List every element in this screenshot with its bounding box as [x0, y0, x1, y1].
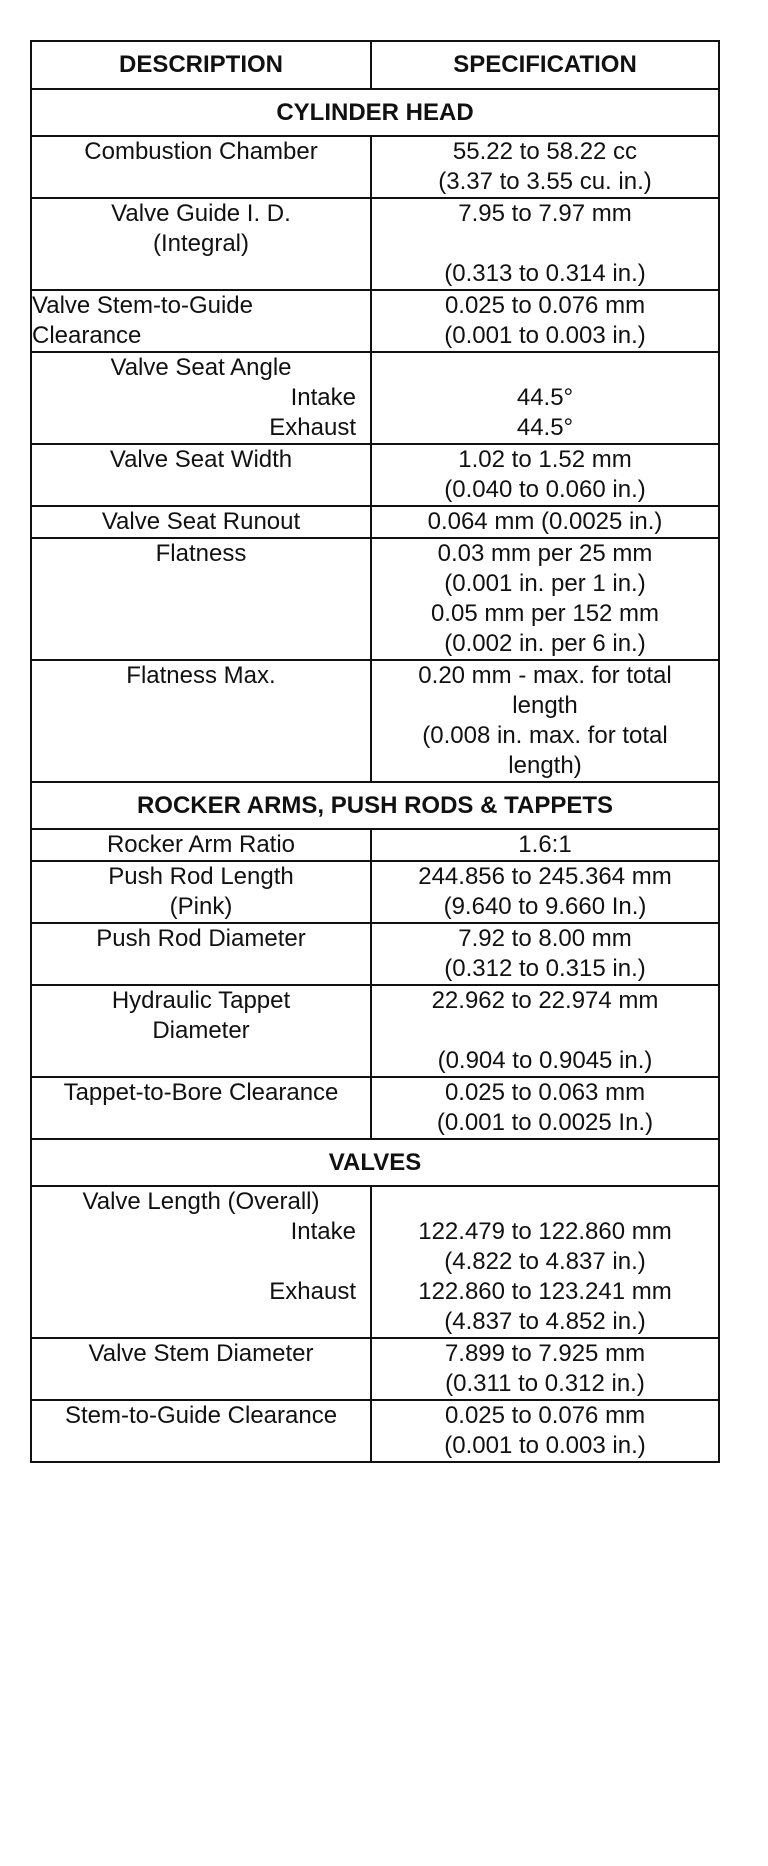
table-row	[31, 538, 719, 660]
spec-line: (0.001 to 0.003 in.)	[444, 1432, 646, 1459]
table-row	[31, 985, 719, 1077]
spec-line: (0.001 to 0.0025 In.)	[436, 1109, 654, 1136]
desc-text: Hydraulic Tappet	[111, 987, 291, 1014]
desc-cell	[31, 290, 371, 352]
desc-text: Valve Guide I. D.	[111, 200, 291, 227]
spec-line: (0.001 in. per 1 in.)	[444, 570, 646, 597]
spec-line: 22.962 to 22.974 mm	[431, 987, 659, 1014]
section-valves	[31, 1139, 719, 1186]
spec-cell	[371, 829, 719, 861]
desc-cell	[31, 660, 371, 782]
sub-label: Exhaust	[269, 1278, 356, 1305]
spacer	[372, 353, 718, 383]
spec-line: (3.37 to 3.55 cu. in.)	[438, 168, 652, 195]
spec-line: (4.822 to 4.837 in.)	[444, 1248, 646, 1275]
spec-cell	[371, 985, 719, 1077]
spec-line: (0.313 to 0.314 in.)	[444, 260, 646, 287]
desc-text: Tappet-to-Bore Clearance	[63, 1079, 339, 1106]
desc-cell	[31, 1338, 371, 1400]
desc-text: Push Rod Length	[108, 863, 294, 890]
spec-line: 0.025 to 0.063 mm	[444, 1079, 646, 1106]
desc-cell	[31, 861, 371, 923]
desc-text: Valve Stem Diameter	[88, 1340, 314, 1367]
specification-header: SPECIFICATION	[371, 41, 719, 89]
spec-cell	[371, 538, 719, 660]
desc-text: Valve Seat Width	[109, 446, 293, 473]
table-row	[31, 829, 719, 861]
spec-line: 7.95 to 7.97 mm	[458, 200, 632, 227]
section-rocker-arms	[31, 782, 719, 829]
spec-line: 55.22 to 58.22 cc	[452, 138, 638, 165]
spec-line: 0.05 mm per 152 mm	[430, 600, 660, 627]
spec-line: (0.904 to 0.9045 in.)	[437, 1047, 653, 1074]
spec-line: 1.02 to 1.52 mm	[458, 446, 632, 473]
table-row	[31, 506, 719, 538]
spec-cell	[371, 506, 719, 538]
section-title: CYLINDER HEAD	[31, 89, 719, 136]
desc-text: Valve Length (Overall)	[82, 1188, 320, 1215]
desc-cell	[31, 538, 371, 660]
desc-cell	[31, 1186, 371, 1338]
desc-cell	[31, 136, 371, 198]
spec-cell	[371, 1400, 719, 1462]
spec-line: 0.064 mm (0.0025 in.)	[427, 508, 663, 535]
spacer	[372, 1187, 718, 1217]
table-row	[31, 660, 719, 782]
spec-line: 44.5°	[516, 384, 574, 411]
spec-cell	[371, 444, 719, 506]
table-row	[31, 923, 719, 985]
desc-text: Diameter	[152, 1017, 250, 1044]
desc-cell	[31, 985, 371, 1077]
desc-cell	[31, 352, 371, 444]
header-row	[31, 41, 719, 89]
spec-line: 1.6:1	[518, 831, 572, 858]
desc-text: (Integral)	[152, 230, 250, 257]
spec-table	[30, 40, 720, 1463]
desc-cell	[31, 829, 371, 861]
table-row	[31, 136, 719, 198]
section-title: ROCKER ARMS, PUSH RODS & TAPPETS	[31, 782, 719, 829]
section-cylinder-head	[31, 89, 719, 136]
desc-text: Valve Seat Angle	[110, 354, 292, 381]
spec-line: 0.025 to 0.076 mm	[444, 1402, 646, 1429]
desc-cell	[31, 506, 371, 538]
spec-cell	[371, 352, 719, 444]
spec-line: 0.025 to 0.076 mm	[444, 292, 646, 319]
spec-cell	[371, 290, 719, 352]
table-row	[31, 861, 719, 923]
spec-line: 0.03 mm per 25 mm	[437, 540, 653, 567]
table-row	[31, 444, 719, 506]
table-row	[31, 1400, 719, 1462]
spec-line: (4.837 to 4.852 in.)	[444, 1308, 646, 1335]
spec-line: 7.92 to 8.00 mm	[458, 925, 632, 952]
spec-line: (0.312 to 0.315 in.)	[444, 955, 646, 982]
spec-line: length)	[508, 752, 582, 779]
spec-line: length	[512, 692, 578, 719]
desc-text: Valve Stem-to-Guide	[32, 292, 253, 319]
spec-cell	[371, 1077, 719, 1139]
desc-text: (Pink)	[169, 893, 233, 920]
table-row	[31, 290, 719, 352]
desc-cell	[31, 1400, 371, 1462]
spec-line: 0.20 mm - max. for total	[418, 662, 672, 689]
spec-line: (0.001 to 0.003 in.)	[444, 322, 646, 349]
desc-text: Valve Seat Runout	[101, 508, 301, 535]
desc-text: Combustion Chamber	[84, 138, 318, 165]
spec-cell	[371, 1186, 719, 1338]
spec-line: 122.479 to 122.860 mm	[418, 1218, 672, 1245]
spec-cell	[371, 136, 719, 198]
table-row	[31, 1186, 719, 1338]
table-row	[31, 198, 719, 290]
spec-line: 7.899 to 7.925 mm	[444, 1340, 646, 1367]
sub-label: Intake	[290, 1218, 356, 1245]
desc-text: Push Rod Diameter	[96, 925, 306, 952]
table-row	[31, 1077, 719, 1139]
desc-cell	[31, 444, 371, 506]
spec-line: 44.5°	[516, 414, 574, 441]
desc-cell	[31, 1077, 371, 1139]
table-row	[31, 352, 719, 444]
desc-text: Stem-to-Guide Clearance	[64, 1402, 338, 1429]
spec-line: 122.860 to 123.241 mm	[418, 1278, 672, 1305]
spec-cell	[371, 861, 719, 923]
spec-line: (0.311 to 0.312 in.)	[445, 1370, 645, 1397]
spacer	[372, 1016, 718, 1046]
spec-cell	[371, 660, 719, 782]
spacer	[372, 229, 718, 259]
sub-label: Exhaust	[269, 414, 356, 441]
desc-cell	[31, 198, 371, 290]
table-row	[31, 1338, 719, 1400]
spec-line: 244.856 to 245.364 mm	[418, 863, 672, 890]
spec-line: (9.640 to 9.660 In.)	[443, 893, 647, 920]
desc-text: Rocker Arm Ratio	[106, 831, 296, 858]
spec-line: (0.008 in. max. for total	[422, 722, 668, 749]
desc-text: Flatness	[155, 540, 247, 567]
spec-cell	[371, 198, 719, 290]
desc-text: Flatness Max.	[126, 662, 276, 689]
spec-line: (0.040 to 0.060 in.)	[444, 476, 646, 503]
description-header: DESCRIPTION	[31, 41, 371, 89]
spacer	[32, 1247, 370, 1277]
spec-cell	[371, 923, 719, 985]
spec-cell	[371, 1338, 719, 1400]
spec-line: (0.002 in. per 6 in.)	[444, 630, 646, 657]
section-title: VALVES	[31, 1139, 719, 1186]
desc-text: Clearance	[32, 322, 142, 349]
desc-cell	[31, 923, 371, 985]
sub-label: Intake	[290, 384, 356, 411]
